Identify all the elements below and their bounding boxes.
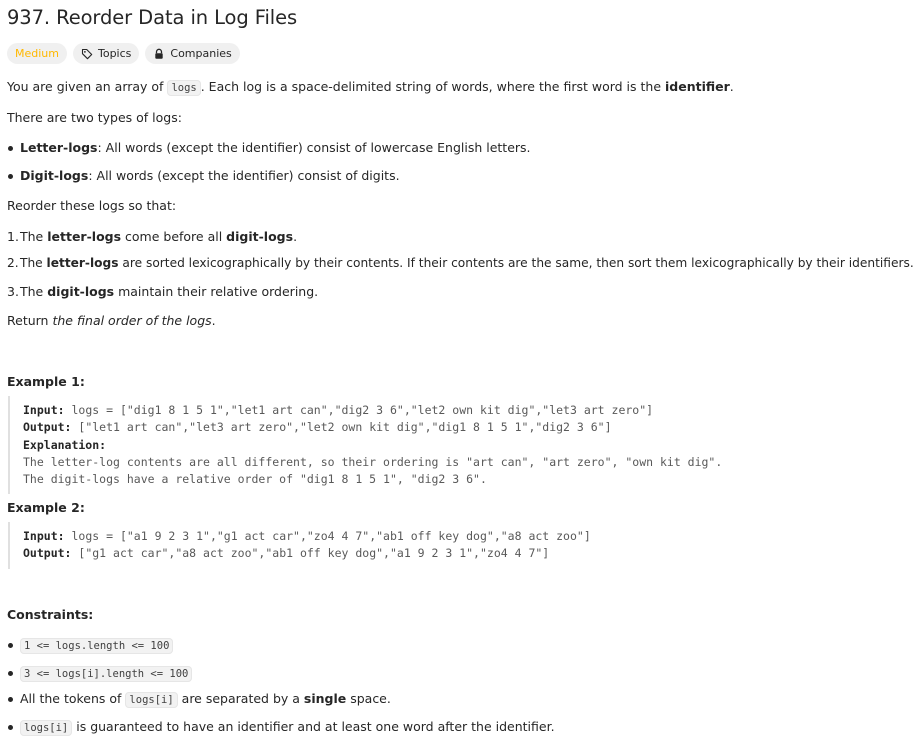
constraints-heading: Constraints: (7, 607, 94, 622)
rule-text: come before all (121, 229, 227, 244)
problem-tags (7, 43, 240, 64)
input-label: Input: (23, 529, 65, 543)
return-statement (7, 313, 216, 328)
bold-term: identifier (665, 79, 730, 94)
example-2-heading: Example 2: (7, 500, 85, 515)
constraint-code: 3 <= logs[i].length <= 100 (20, 666, 192, 682)
description-intro (7, 79, 734, 94)
return-text: Return (7, 313, 53, 328)
bold-term: digit-logs (47, 284, 115, 299)
return-text: . (211, 313, 216, 328)
companies-button[interactable] (145, 43, 239, 64)
explanation-text: The letter-log contents are all different, so their ordering is "art can", "art zero", "own kit dig". (23, 454, 723, 469)
rule-text: are sorted lexicographically by their contents. If their contents are the same, then sort them lexicographically by their identifiers. (118, 256, 914, 270)
example-2-block (8, 522, 788, 569)
rule-text: The (20, 284, 48, 299)
rule-text: The (20, 256, 47, 270)
italic-term: the final order of the logs (52, 313, 212, 328)
bold-term: Letter-logs (20, 140, 98, 155)
constraint-item (20, 637, 173, 652)
output-label: Output: (23, 546, 72, 561)
example-input: logs = ["a1 9 2 3 1","g1 act car","zo4 4 7","ab1 off key dog","a8 act zoo"] (71, 529, 591, 543)
rule-text: The (20, 229, 48, 244)
intro-text: . (729, 79, 734, 94)
explanation-label: Explanation: (23, 437, 107, 452)
inline-code: logs (167, 80, 200, 96)
example-1-block (8, 396, 788, 494)
bold-term: Digit-logs (20, 168, 89, 183)
log-type-item (20, 140, 531, 155)
constraint-text: space. (346, 691, 391, 706)
example-line (23, 402, 788, 419)
example-line (23, 545, 788, 562)
example-output: ["let1 art can","let3 art zero","let2 own kit dig","dig1 8 1 5 1","dig2 3 6"] (78, 420, 612, 435)
companies-label: Companies (170, 47, 232, 60)
output-label: Output: (23, 420, 72, 435)
bold-term: digit-logs (226, 229, 294, 244)
reorder-intro: Reorder these logs so that: (7, 198, 177, 213)
tag-icon (81, 48, 93, 60)
difficulty-badge[interactable]: Medium (7, 43, 67, 64)
intro-text: You are given an array of (7, 79, 168, 94)
rule-text: . (293, 229, 298, 244)
explanation-text: The digit-logs have a relative order of "dig1 8 1 5 1", "dig2 3 6". (23, 472, 487, 487)
rule-number: 3. (7, 284, 19, 299)
lock-icon (153, 48, 165, 60)
problem-title: 937. Reorder Data in Log Files (7, 6, 298, 29)
topics-button[interactable] (73, 43, 139, 64)
inline-code: logs[i] (20, 720, 72, 736)
example-line (23, 419, 788, 436)
log-type-text: : All words (except the identifier) consist of digits. (88, 168, 400, 183)
example-output: ["g1 act car","a8 act zoo","ab1 off key dog","a1 9 2 3 1","zo4 4 7"] (78, 546, 550, 561)
constraint-item (20, 665, 192, 680)
rule-item (7, 256, 914, 270)
rule-number: 2. (7, 256, 19, 270)
rule-number: 1. (7, 229, 19, 244)
constraint-item (20, 719, 555, 734)
constraint-text: are separated by a (177, 691, 304, 706)
constraint-item (20, 691, 391, 706)
intro-text: . Each log is a space-delimited string of words, where the first word is the (200, 79, 665, 94)
example-1-heading: Example 1: (7, 374, 85, 389)
rule-text: maintain their relative ordering. (114, 284, 319, 299)
log-type-text: : All words (except the identifier) consist of lowercase English letters. (97, 140, 531, 155)
inline-code: logs[i] (125, 692, 177, 708)
constraint-text: All the tokens of (20, 691, 126, 706)
example-line (23, 528, 788, 545)
bold-term: single (303, 691, 347, 706)
log-type-item (20, 168, 400, 183)
constraint-text: is guaranteed to have an identifier and at least one word after the identifier. (72, 719, 555, 734)
constraint-code: 1 <= logs.length <= 100 (20, 638, 173, 654)
log-types-intro: There are two types of logs: (7, 110, 182, 125)
example-input: logs = ["dig1 8 1 5 1","let1 art can","dig2 3 6","let2 own kit dig","let3 art zero"] (71, 403, 654, 417)
topics-label: Topics (97, 47, 132, 60)
input-label: Input: (23, 403, 65, 417)
bold-term: letter-logs (46, 256, 119, 270)
rule-item (7, 284, 319, 299)
bold-term: letter-logs (47, 229, 122, 244)
rule-item (7, 229, 298, 244)
